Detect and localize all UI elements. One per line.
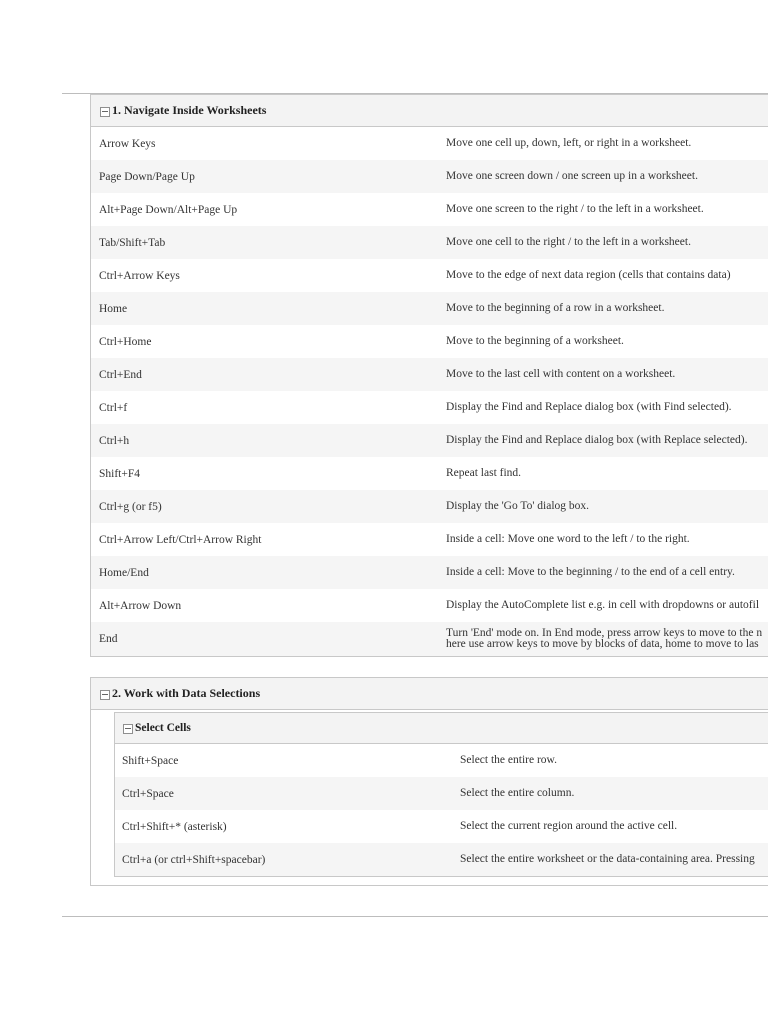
shortcut-description: Display the Find and Replace dialog box (with Find selected).: [446, 402, 732, 413]
table-row: [91, 622, 768, 656]
shortcut-key: Ctrl+f: [99, 401, 128, 414]
subsection-select-cells: [114, 712, 768, 877]
table-row: [115, 777, 768, 810]
shortcut-description: Move one cell to the right / to the left in a worksheet.: [446, 237, 691, 248]
shortcut-description: Move to the edge of next data region (cells that contains data): [446, 270, 731, 281]
bottom-divider: [62, 916, 768, 917]
table-row: [91, 127, 768, 160]
shortcut-key: Ctrl+g (or f5): [99, 500, 162, 513]
table-row: [91, 556, 768, 589]
shortcut-description: Display the Find and Replace dialog box (with Replace selected).: [446, 435, 748, 446]
shortcut-key: Shift+Space: [122, 754, 179, 767]
shortcut-key: Alt+Arrow Down: [99, 599, 182, 612]
shortcut-key: Ctrl+End: [99, 368, 142, 381]
shortcut-key: Ctrl+Space: [122, 787, 174, 800]
section-header[interactable]: [91, 94, 768, 127]
shortcut-description: Move one screen to the right / to the left in a worksheet.: [446, 204, 704, 215]
collapse-icon[interactable]: [123, 724, 133, 734]
table-row: [91, 226, 768, 259]
table-row: [91, 424, 768, 457]
shortcut-key: End: [99, 633, 118, 645]
table-row: [91, 259, 768, 292]
shortcut-description: Move to the beginning of a worksheet.: [446, 336, 624, 347]
section-header[interactable]: [91, 677, 768, 710]
shortcut-key: Ctrl+Home: [99, 335, 152, 348]
shortcut-description: Select the entire worksheet or the data-containing area. Pressing: [460, 854, 755, 865]
shortcut-key: Arrow Keys: [99, 137, 156, 150]
shortcut-description: Display the 'Go To' dialog box.: [446, 501, 590, 512]
subsection-header[interactable]: [115, 712, 768, 744]
shortcut-key: Alt+Page Down/Alt+Page Up: [99, 203, 238, 216]
shortcut-table: [91, 127, 768, 656]
section-data-selections: [90, 677, 768, 886]
description-line: here use arrow keys to move by blocks of data, home to move to las: [446, 638, 759, 650]
shortcut-description: Inside a cell: Move one word to the left / to the right.: [446, 534, 690, 545]
description-line: Turn 'End' mode on. In End mode, press arrow keys to move to the n: [446, 628, 763, 639]
table-row: [91, 457, 768, 490]
shortcut-description: [446, 628, 768, 650]
shortcut-key: Ctrl+Arrow Left/Ctrl+Arrow Right: [99, 533, 262, 546]
table-row: [115, 744, 768, 777]
table-row: [91, 325, 768, 358]
section-navigate-worksheets: [90, 94, 768, 657]
shortcut-key: Ctrl+Arrow Keys: [99, 269, 180, 282]
shortcut-description: Move to the beginning of a row in a worksheet.: [446, 303, 665, 314]
table-row: [91, 292, 768, 325]
collapse-icon[interactable]: [100, 107, 110, 117]
shortcut-key: Tab/Shift+Tab: [99, 236, 166, 249]
shortcut-description: Select the entire column.: [460, 788, 575, 799]
shortcut-description: Display the AutoComplete list e.g. in cell with dropdowns or autofil: [446, 600, 760, 611]
shortcut-description: Repeat last find.: [446, 468, 522, 479]
table-row: [91, 490, 768, 523]
table-row: [91, 391, 768, 424]
section-title: 1. Navigate Inside Worksheets: [112, 103, 267, 117]
section-title: 2. Work with Data Selections: [112, 686, 261, 700]
shortcut-key: Page Down/Page Up: [99, 170, 195, 183]
shortcut-key: Home: [99, 302, 128, 315]
shortcut-key: Ctrl+Shift+* (asterisk): [122, 820, 227, 833]
collapse-icon[interactable]: [100, 690, 110, 700]
shortcut-description: Inside a cell: Move to the beginning / to the end of a cell entry.: [446, 567, 735, 578]
table-row: [91, 160, 768, 193]
table-row: [91, 193, 768, 226]
table-row: [115, 810, 768, 843]
table-row: [115, 843, 768, 876]
shortcut-description: Move one screen down / one screen up in a worksheet.: [446, 171, 698, 182]
shortcut-description: Move to the last cell with content on a worksheet.: [446, 369, 676, 380]
shortcut-table: [115, 744, 768, 876]
shortcut-description: Move one cell up, down, left, or right in a worksheet.: [446, 138, 692, 149]
shortcut-key: Ctrl+a (or ctrl+Shift+spacebar): [122, 853, 266, 866]
shortcut-key: Ctrl+h: [99, 434, 130, 447]
table-row: [91, 358, 768, 391]
shortcut-description: Select the current region around the active cell.: [460, 821, 678, 832]
shortcut-description: Select the entire row.: [460, 755, 557, 766]
table-row: [91, 523, 768, 556]
subsection-title: Select Cells: [135, 722, 191, 734]
shortcut-key: Home/End: [99, 566, 149, 579]
shortcut-key: Shift+F4: [99, 467, 140, 480]
table-row: [91, 589, 768, 622]
